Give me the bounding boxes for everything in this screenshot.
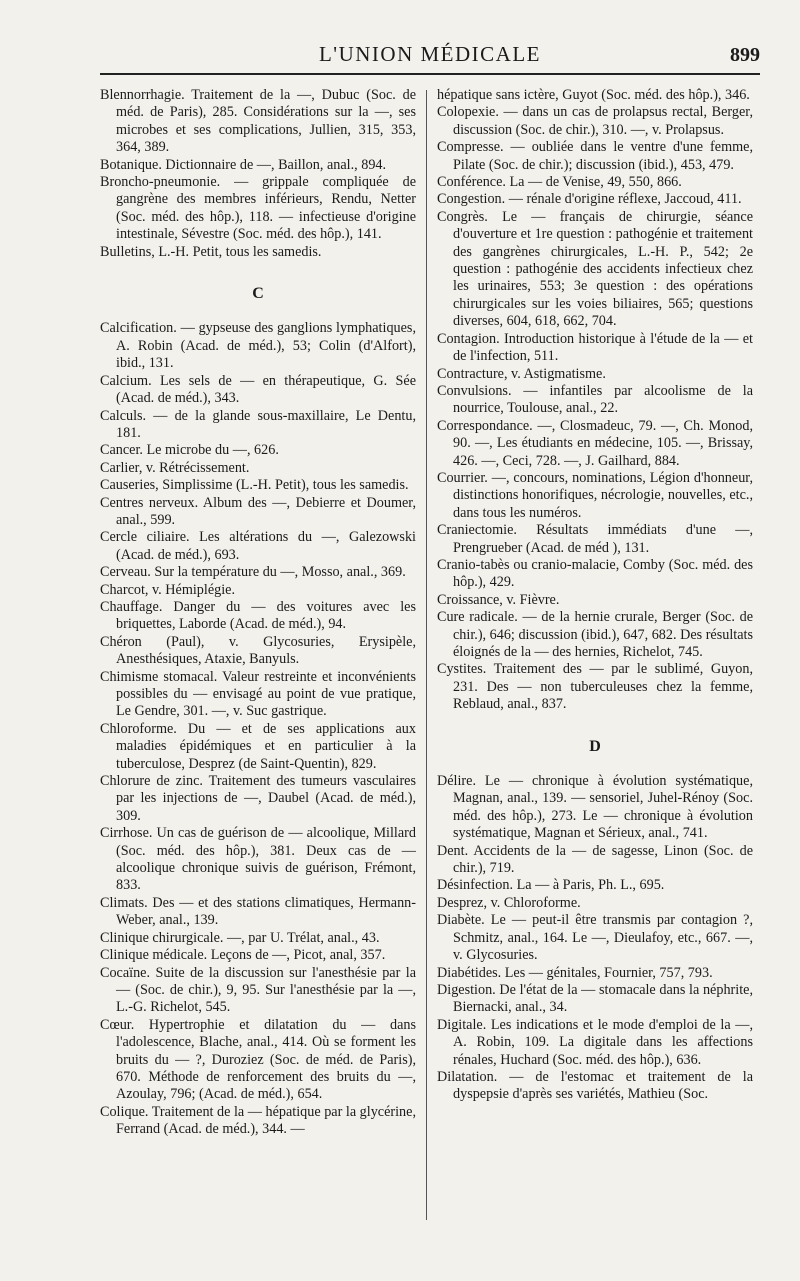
index-entry: hépatique sans ictère, Guyot (Soc. méd. des hôp.), 346. bbox=[437, 87, 750, 103]
index-entry: Clinique médicale. Leçons de —, Picot, anal, 357. bbox=[100, 947, 386, 964]
header-rule bbox=[100, 73, 760, 75]
index-entry: Climats. Des — et des stations climatiques, Hermann-Weber, anal., 139. bbox=[100, 894, 416, 929]
page-header bbox=[100, 40, 760, 70]
index-entry: Convulsions. — infantiles par alcoolisme de la nourrice, Toulouse, anal., 22. bbox=[437, 382, 753, 417]
index-entry: Congrès. Le — français de chirurgie, séance d'ouverture et 1re question : pathogénie et traitement des gangrènes chirurgicales, L.-H. P., 542; 2e question : pathogénie des accidents infectieux chez les urinaires, 553; 3e question : des opérations chirurgicales sur les voies biliaires, 565; questions diverses, 604, 618, 662, 704. bbox=[437, 208, 753, 330]
index-entry: Carlier, v. Rétrécissement. bbox=[100, 459, 250, 476]
index-entry: Cirrhose. Un cas de guérison de — alcoolique, Millard (Soc. méd. des hôp.), 381. Deux cas de — alcoolique chronique suivis de guérison, Frémont, 833. bbox=[100, 825, 416, 894]
left-entries-b bbox=[100, 87, 416, 261]
index-entry: Chimisme stomacal. Valeur restreinte et inconvénients possibles du — envisagé au point de vue pratique, Le Gendre, 301. —, v. Suc gastrique. bbox=[100, 668, 416, 720]
left-entries-c bbox=[100, 320, 416, 1138]
index-entry: Chéron (Paul), v. Glycosuries, Erysipèle, Anesthésiques, Ataxie, Banyuls. bbox=[100, 633, 416, 668]
index-entry: Desprez, v. Chloroforme. bbox=[437, 894, 581, 911]
index-entry: Délire. Le — chronique à évolution systématique, Magnan, anal., 139. — sensoriel, Juhel-Rénoy (Soc. méd. des hôp.), 273. Le — chronique à évolution systématique, Magnan et Sérieux, anal., 741. bbox=[437, 773, 753, 842]
index-entry: Bulletins, L.-H. Petit, tous les samedis. bbox=[100, 243, 322, 260]
index-entry: Chlorure de zinc. Traitement des tumeurs vasculaires par les injections de —, Daubel (Acad. de méd.), 309. bbox=[100, 773, 416, 824]
index-entry: Contagion. Introduction historique à l'étude de la — et de l'infection, 511. bbox=[437, 330, 753, 365]
index-entry: Colique. Traitement de la — hépatique par la glycérine, Ferrand (Acad. de méd.), 344. — bbox=[100, 1103, 416, 1138]
index-entry: Compresse. — oubliée dans le ventre d'une femme, Pilate (Soc. de chir.); discussion (ibid.), 453, 479. bbox=[437, 139, 753, 173]
index-entry: Cercle ciliaire. Les altérations du —, Galezowski (Acad. de méd.), 693. bbox=[100, 529, 416, 563]
column-divider bbox=[426, 90, 427, 1220]
right-column bbox=[437, 87, 753, 1104]
index-entry: Cancer. Le microbe du —, 626. bbox=[100, 442, 279, 459]
index-entry: Blennorrhagie. Traitement de la —, Dubuc (Soc. de méd. de Paris), 285. Considérations sur la —, ses microbes et ses complications, Jullien, 315, 353, 364, 389. bbox=[100, 87, 416, 156]
index-entry: Cystites. Traitement des — par le sublimé, Guyon, 231. Des — non tuberculeuses chez la femme, Reblaud, anal., 837. bbox=[437, 661, 753, 713]
index-entry: Cocaïne. Suite de la discussion sur l'anesthésie par la — (Soc. de chir.), 9, 95. Sur l'anesthésie par la —, L.-G. Richelot, 545. bbox=[100, 964, 416, 1016]
index-entry: Charcot, v. Hémiplégie. bbox=[100, 581, 236, 598]
right-entries-d bbox=[437, 773, 753, 1104]
index-entry: Courrier. —, concours, nominations, Légion d'honneur, distinctions honorifiques, nécrologie, nouvelles, etc., dans tous les numéros. bbox=[437, 469, 753, 521]
index-entry: Colopexie. — dans un cas de prolapsus rectal, Berger, discussion (Soc. de chir.), 310. —, v. Prolapsus. bbox=[437, 104, 753, 138]
index-entry: Conférence. La — de Venise, 49, 550, 866. bbox=[437, 174, 682, 191]
index-entry: Dilatation. — de l'estomac et traitement de la dyspepsie d'après ses variétés, Mathieu (Soc. bbox=[437, 1068, 753, 1103]
index-entry: Dent. Accidents de la — de sagesse, Linon (Soc. de chir.), 719. bbox=[437, 842, 753, 877]
index-entry: Broncho-pneumonie. — grippale compliquée de gangrène des membres inférieurs, Rendu, Netter (Soc. méd. des hôp.), 118. — infectieuse d'origine intestinale, Sévestre (Soc. méd. des hôp.), 141. bbox=[100, 174, 416, 243]
index-entry: Craniectomie. Résultats immédiats d'une —, Prengrueber (Acad. de méd ), 131. bbox=[437, 522, 753, 556]
index-entry: Causeries, Simplissime (L.-H. Petit), tous les samedis. bbox=[100, 477, 409, 494]
index-entry: Cerveau. Sur la température du —, Mosso, anal., 369. bbox=[100, 564, 406, 581]
index-entry: Congestion. — rénale d'origine réflexe, Jaccoud, 411. bbox=[437, 191, 742, 208]
journal-title: L'UNION MÉDICALE bbox=[318, 42, 541, 66]
index-entry: Calcium. Les sels de — en thérapeutique, G. Sée (Acad. de méd.), 343. bbox=[100, 372, 416, 407]
index-entry: Cure radicale. — de la hernie crurale, Berger (Soc. de chir.), 646; discussion (ibid.), 647, 682. Des résultats éloignés de la — des hernies, Richelot, 745. bbox=[437, 609, 753, 660]
index-entry: Botanique. Dictionnaire de —, Baillon, anal., 894. bbox=[100, 156, 387, 173]
index-entry: Désinfection. La — à Paris, Ph. L., 695. bbox=[437, 877, 665, 894]
index-entry: Contracture, v. Astigmatisme. bbox=[437, 365, 606, 382]
section-letter-c: C bbox=[252, 285, 264, 303]
index-entry: Croissance, v. Fièvre. bbox=[437, 591, 560, 608]
section-letter-d: D bbox=[589, 737, 601, 755]
index-entry: Centres nerveux. Album des —, Debierre et Doumer, anal., 599. bbox=[100, 494, 416, 528]
index-entry: Clinique chirurgicale. —, par U. Trélat, anal., 43. bbox=[100, 929, 380, 946]
index-entry: Chauffage. Danger du — des voitures avec les briquettes, Laborde (Acad. de méd.), 94. bbox=[100, 598, 416, 633]
index-entry: Digestion. De l'état de la — stomacale dans la néphrite, Biernacki, anal., 34. bbox=[437, 981, 753, 1016]
index-entry: Cœur. Hypertrophie et dilatation du — dans l'adolescence, Blache, anal., 414. Où se forment les bruits du — ?, Duroziez (Soc. de méd. de Paris), 670. Méthode de renforcement des bruits du —, Azoulay, 796; (Acad. de méd.), 654. bbox=[100, 1016, 416, 1103]
index-entry: Cranio-tabès ou cranio-malacie, Comby (Soc. méd. des hôp.), 429. bbox=[437, 556, 753, 591]
index-entry: Digitale. Les indications et le mode d'emploi de la —, A. Robin, 109. La digitale dans les affections rénales, Huchard (Soc. méd. des hôp.), 636. bbox=[437, 1016, 753, 1068]
index-entry: Diabète. Le — peut-il être transmis par contagion ?, Schmitz, anal., 164. Le —, Dieulafoy, etc., 667. —, v. Glycosuries. bbox=[437, 912, 753, 964]
index-entry: Diabétides. Les — génitales, Fournier, 757, 793. bbox=[437, 964, 713, 981]
index-entry: Chloroforme. Du — et de ses applications aux maladies épidémiques et en particulier à la tuberculose, Desprez (de Saint-Quentin), 829. bbox=[100, 720, 416, 772]
index-entry: Calculs. — de la glande sous-maxillaire, Le Dentu, 181. bbox=[100, 407, 416, 441]
index-entry: Correspondance. —, Closmadeuc, 79. —, Ch. Monod, 90. —, Les étudiants en médecine, 105. —, Brissay, 426. —, Ceci, 728. —, J. Gailhard, 884. bbox=[437, 417, 753, 469]
right-entries-c bbox=[437, 87, 753, 714]
page-number: 899 bbox=[730, 44, 760, 66]
left-column bbox=[100, 87, 416, 1139]
index-entry: Calcification. — gypseuse des ganglions lymphatiques, A. Robin (Acad. de méd.), 53; Colin (d'Alfort), ibid., 131. bbox=[100, 320, 416, 372]
